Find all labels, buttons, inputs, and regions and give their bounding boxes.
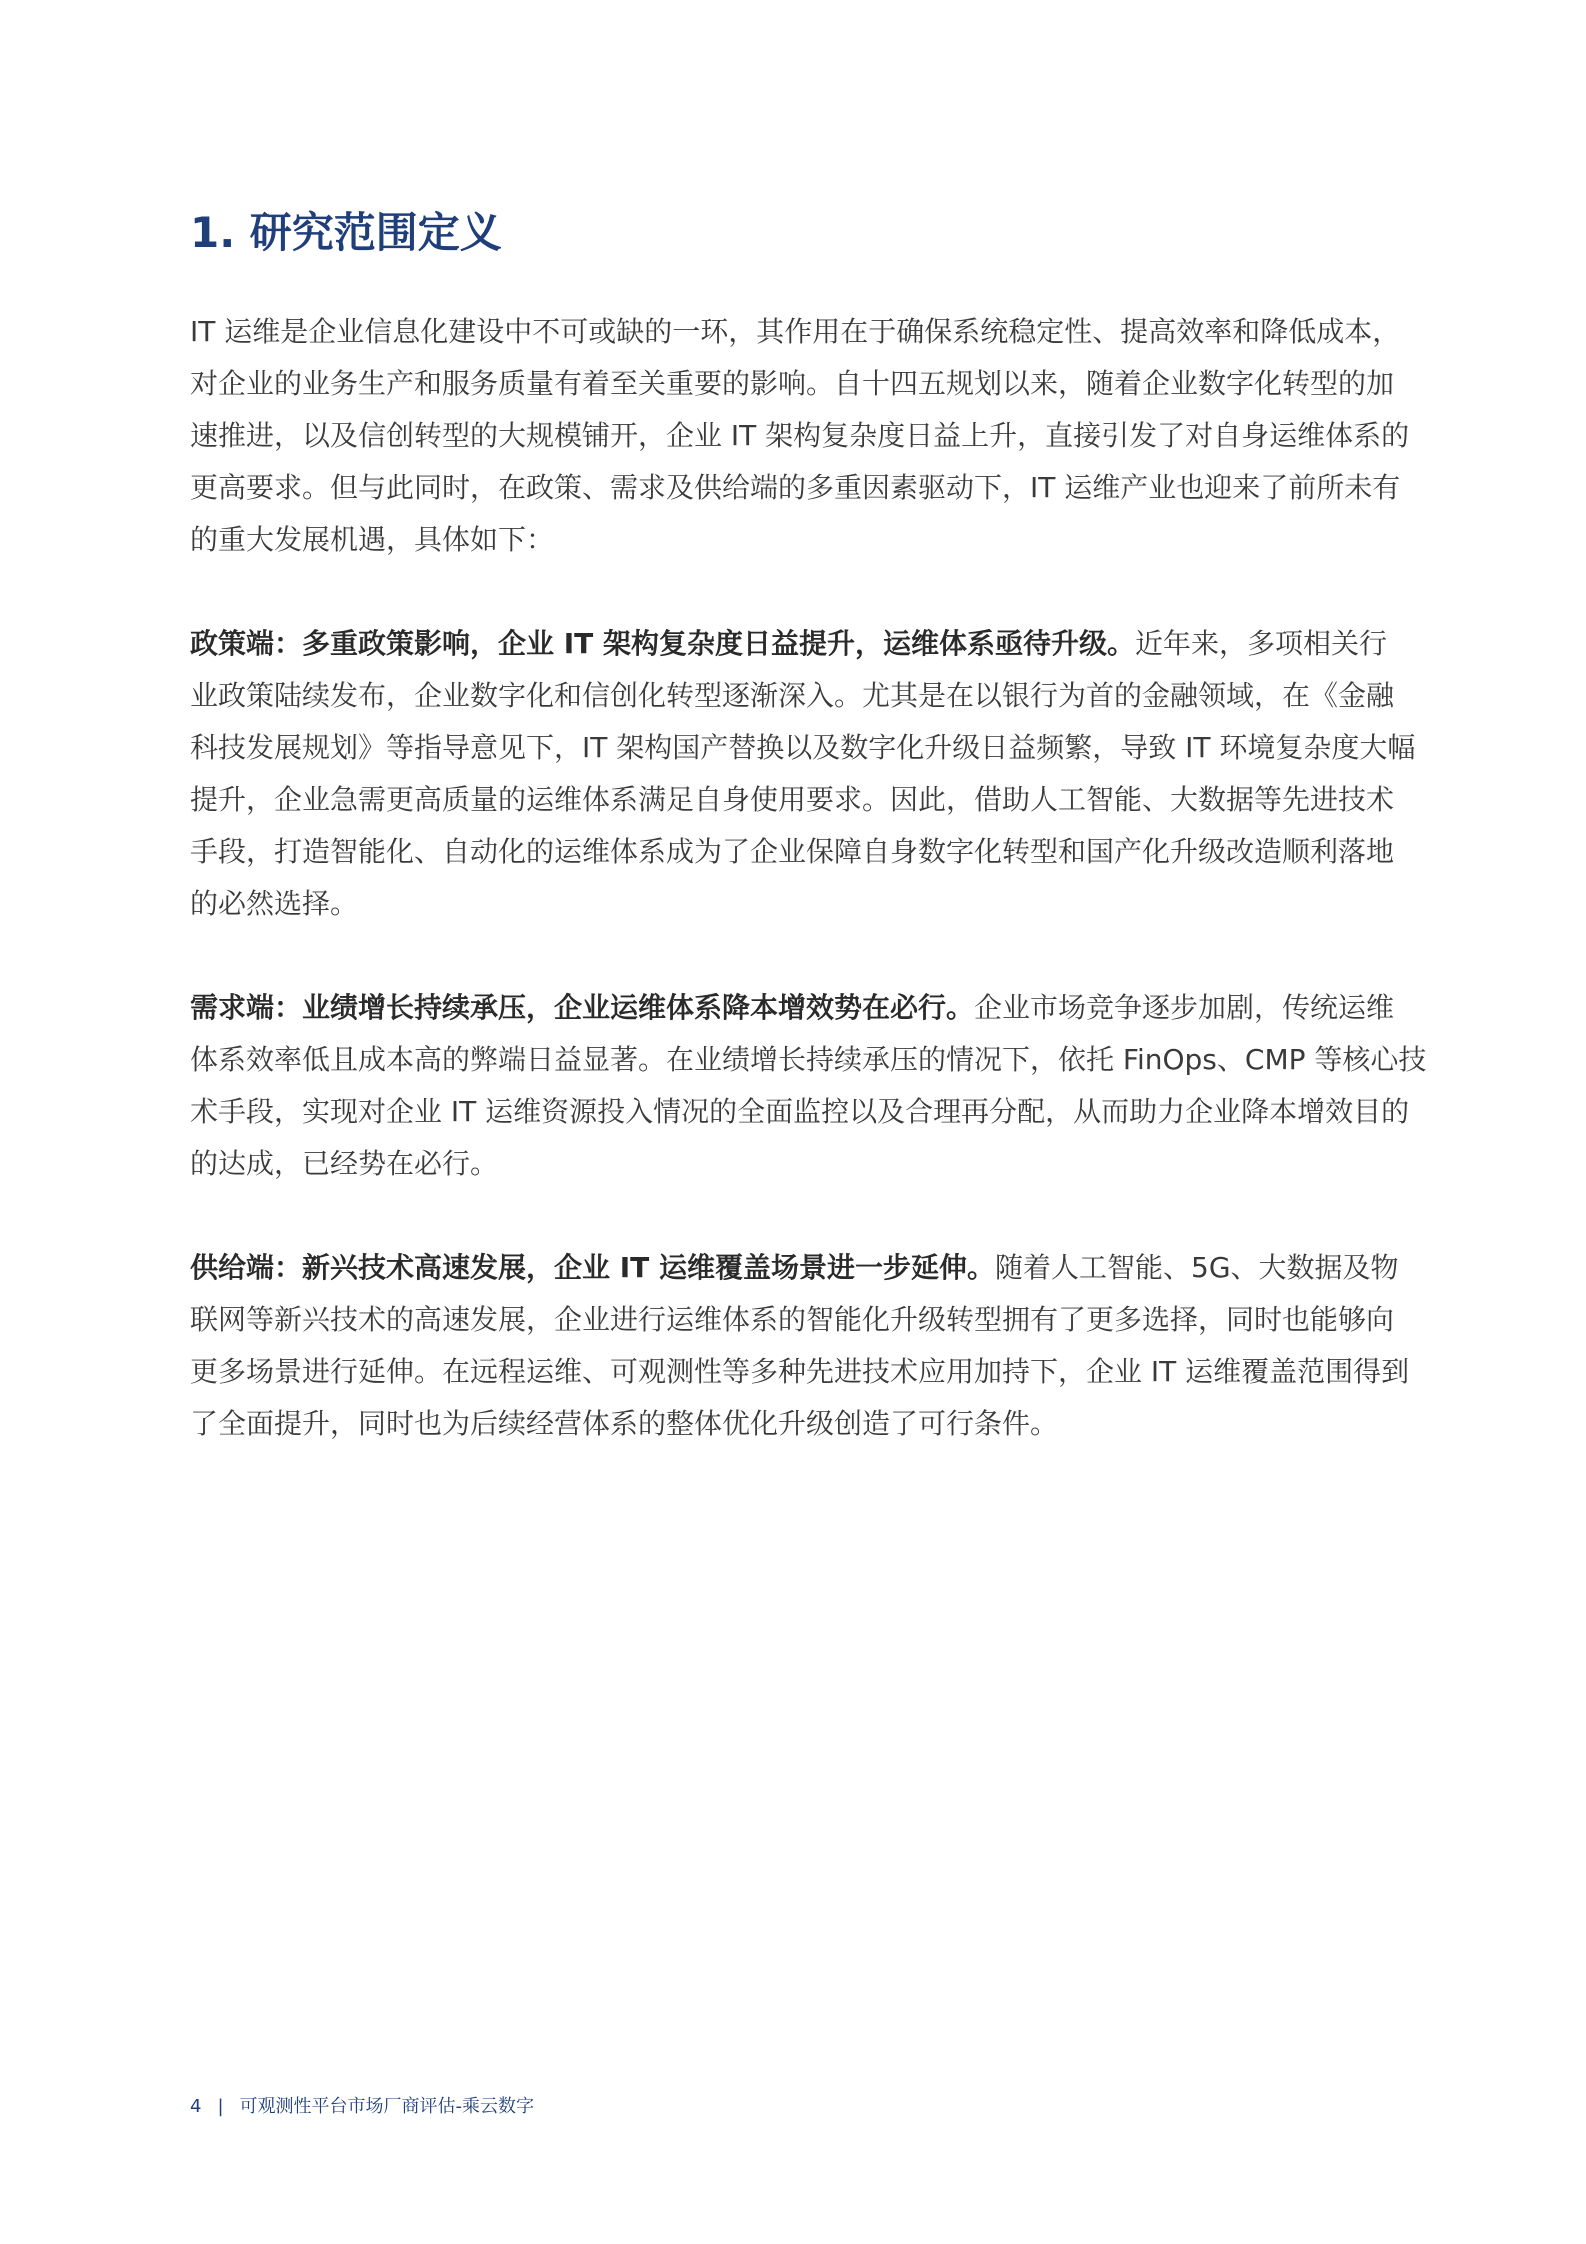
text-line <box>190 982 1406 1034</box>
footer-document-title: 可观测性平台市场厂商评估-乘云数字 <box>239 2096 535 2117</box>
text-line: 术手段，实现对企业 IT 运维资源投入情况的全面监控以及合理再分配，从而助力企业降本增效目的 <box>190 1095 1410 1128</box>
text-line <box>190 618 1406 670</box>
text-line: 科技发展规划》等指导意见下，IT 架构国产替换以及数字化升级日益频繁，导致 IT 环境复杂度大幅 <box>190 731 1416 764</box>
text-line: 联网等新兴技术的高速发展，企业进行运维体系的智能化升级转型拥有了更多选择，同时也能够向 <box>190 1303 1395 1336</box>
page-footer <box>190 2094 534 2120</box>
footer-separator: | <box>217 2096 224 2117</box>
text-line: 提升，企业急需更高质量的运维体系满足自身使用要求。因此，借助人工智能、大数据等先进技术 <box>190 783 1395 816</box>
paragraph-intro <box>190 306 1410 566</box>
section-title: 1. 研究范围定义 <box>190 208 502 257</box>
text-line: 业政策陆续发布，企业数字化和信创化转型逐渐深入。尤其是在以银行为首的金融领域，在《金融 <box>190 679 1395 712</box>
text-line: 手段，打造智能化、自动化的运维体系成为了企业保障自身数字化转型和国产化升级改造顺利落地 <box>190 835 1395 868</box>
text-line: 对企业的业务生产和服务质量有着至关重要的影响。自十四五规划以来，随着企业数字化转型的加 <box>190 367 1395 400</box>
paragraph-first-line-rest: 企业市场竞争逐步加剧，传统运维 <box>974 991 1395 1024</box>
text-line: 的达成，已经势在必行。 <box>190 1147 499 1180</box>
text-line: 更高要求。但与此同时，在政策、需求及供给端的多重因素驱动下，IT 运维产业也迎来了前所未有 <box>190 471 1401 504</box>
paragraph-first-line-rest: 近年来，多项相关行 <box>1135 627 1388 660</box>
text-line: 的重大发展机遇，具体如下： <box>190 523 555 556</box>
text-line <box>190 1242 1406 1294</box>
paragraph-lead-supply: 供给端：新兴技术高速发展，企业 IT 运维覆盖场景进一步延伸。 <box>190 1251 996 1284</box>
paragraph-supply <box>190 1242 1410 1450</box>
paragraph-demand <box>190 982 1427 1190</box>
text-line: 的必然选择。 <box>190 887 359 920</box>
text-line: IT 运维是企业信息化建设中不可或缺的一环，其作用在于确保系统稳定性、提高效率和降低成本， <box>190 315 1401 348</box>
paragraph-policy <box>190 618 1416 930</box>
text-line: 更多场景进行延伸。在远程运维、可观测性等多种先进技术应用加持下，企业 IT 运维覆盖范围得到 <box>190 1355 1410 1388</box>
paragraph-first-line-rest: 随着人工智能、5G、大数据及物 <box>995 1251 1399 1284</box>
paragraph-lead-demand: 需求端：业绩增长持续承压，企业运维体系降本增效势在必行。 <box>190 991 975 1024</box>
page-number: 4 <box>190 2096 202 2117</box>
text-line: 速推进，以及信创转型的大规模铺开，企业 IT 架构复杂度日益上升，直接引发了对自身运维体系的 <box>190 419 1410 452</box>
paragraph-lead-policy: 政策端：多重政策影响，企业 IT 架构复杂度日益提升，运维体系亟待升级。 <box>190 627 1136 660</box>
text-line: 了全面提升，同时也为后续经营体系的整体优化升级创造了可行条件。 <box>190 1407 1059 1440</box>
body-text <box>190 306 1427 1450</box>
text-line: 体系效率低且成本高的弊端日益显著。在业绩增长持续承压的情况下，依托 FinOps、CMP 等核心技 <box>190 1043 1427 1076</box>
